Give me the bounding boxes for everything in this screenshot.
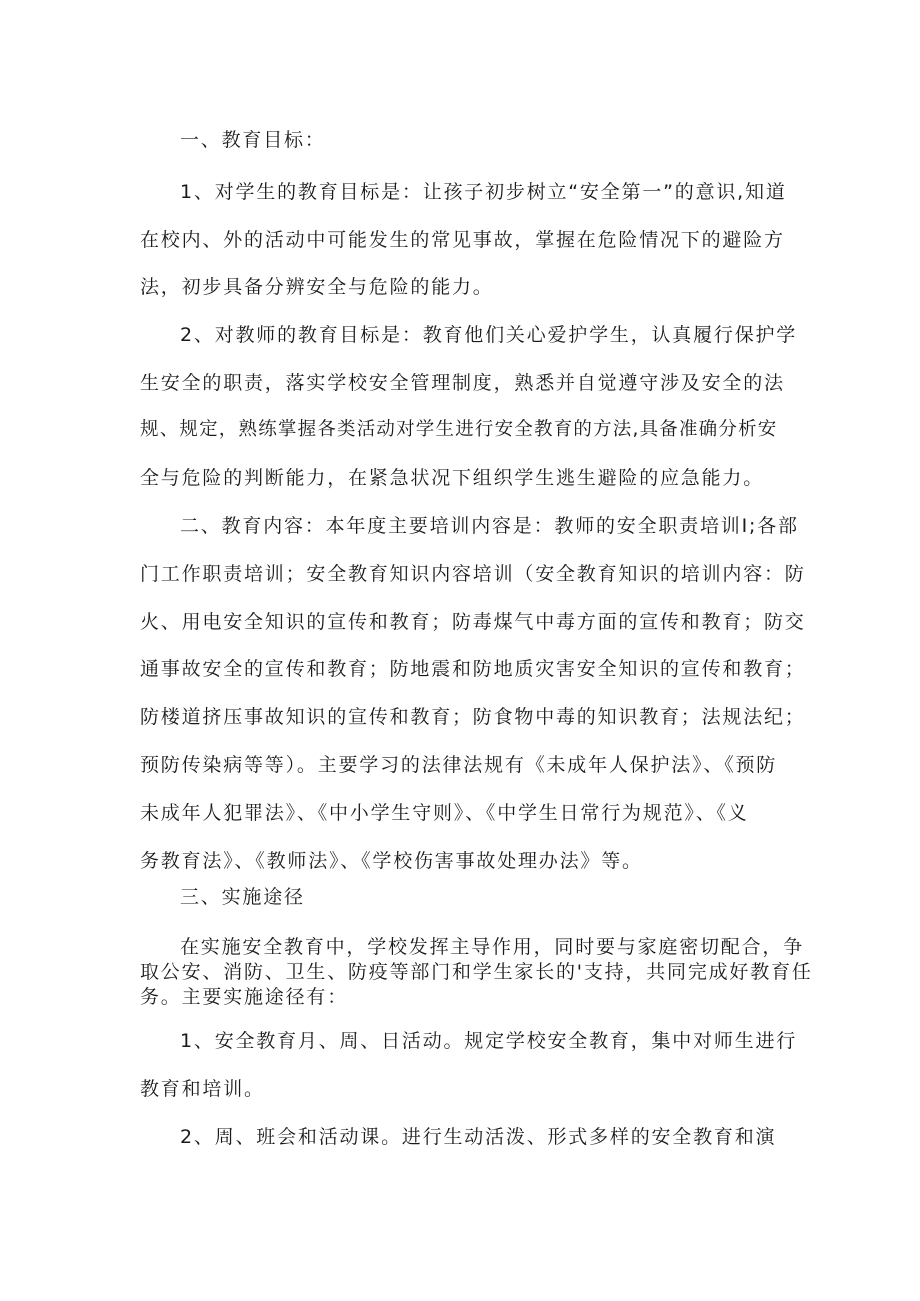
paragraph-line: 务。主要实施途径有： xyxy=(140,986,349,1008)
paragraph-line: 全与危险的判断能力，在紧急状况下组织学生逃生避险的应急能力。 xyxy=(140,467,765,489)
paragraph-line: 生安全的职责，落实学校安全管理制度，熟悉并自觉遵守涉及安全的法 xyxy=(140,372,785,394)
paragraph-line: 2、对教师的教育目标是：教育他们关心爱护学生，认真履行保护学 xyxy=(180,324,798,346)
paragraph-line: 务教育法》、《教师法》、《学校伤害事故处理办法》等。 xyxy=(140,850,643,872)
section-heading-goals: 一、教育目标： xyxy=(180,129,326,151)
paragraph-line: 1、安全教育月、周、日活动。规定学校安全教育，集中对师生进行 xyxy=(180,1030,798,1052)
section-heading-content: 二、教育内容：本年度主要培训内容是：教师的安全职责培训I;各部 xyxy=(180,515,799,537)
paragraph-line: 火、用电安全知识的宣传和教育；防毒煤气中毒方面的宣传和教育；防交 xyxy=(140,611,806,633)
paragraph-line: 在校内、外的活动中可能发生的常见事故，掌握在危险情况下的避险方 xyxy=(140,229,785,251)
paragraph-line: 1、对学生的教育目标是：让孩子初步树立“安全第一”的意识,知道 xyxy=(180,181,787,203)
paragraph-line: 法，初步具备分辨安全与危险的能力。 xyxy=(140,276,494,298)
paragraph-line: 规、规定，熟练掌握各类活动对学生进行安全教育的方法,具备准确分析安 xyxy=(140,419,778,440)
paragraph-line: 2、周、班会和活动课。进行生动活泼、形式多样的安全教育和演 xyxy=(180,1126,777,1148)
paragraph-line: 预防传染病等等）。主要学习的法律法规有《未成年人保护法》、《预防 xyxy=(140,754,778,776)
paragraph-line: 未成年人犯罪法》、《中小学生守则》、《中学生日常行为规范》、《义 xyxy=(140,802,749,824)
paragraph-line: 门工作职责培训；安全教育知识内容培训（安全教育知识的培训内容：防 xyxy=(140,563,806,585)
paragraph-line: 通事故安全的宣传和教育；防地震和防地质灾害安全知识的宣传和教育； xyxy=(140,658,806,680)
section-heading-implementation: 三、实施途径 xyxy=(180,886,305,908)
paragraph-line: 取公安、消防、卫生、防疫等部门和学生家长的'支持，共同完成好教育任 xyxy=(140,961,813,983)
paragraph-line: 防楼道挤压事故知识的宣传和教育；防食物中毒的知识教育；法规法纪； xyxy=(140,706,806,728)
paragraph-line: 在实施安全教育中，学校发挥主导作用，同时要与家庭密切配合，争 xyxy=(180,936,805,958)
paragraph-line: 教育和培训。 xyxy=(140,1078,265,1100)
